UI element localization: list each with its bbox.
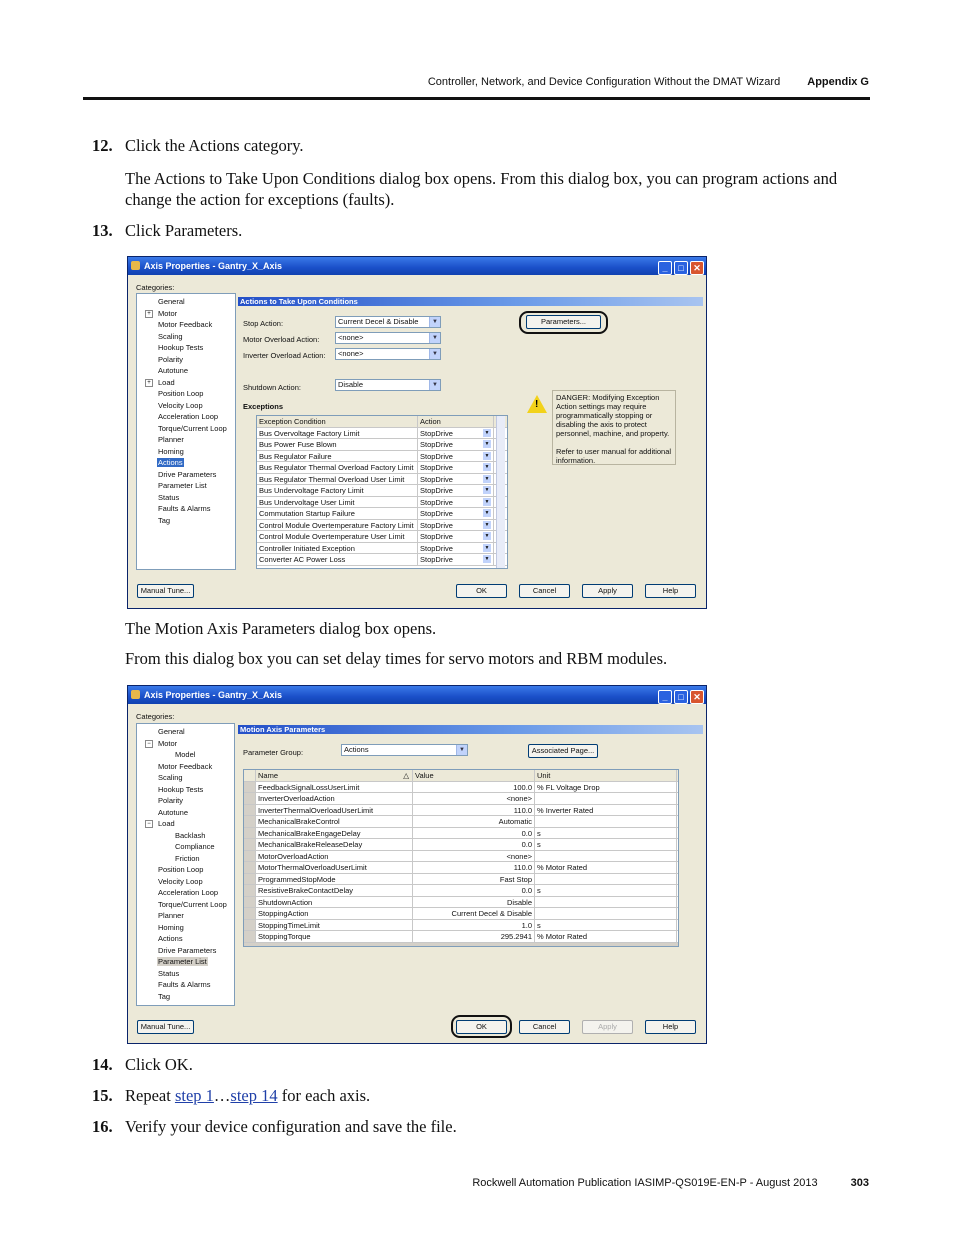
table-row[interactable] — [244, 885, 678, 897]
param-name: MechanicalBrakeReleaseDelay — [256, 839, 413, 850]
running-header — [428, 76, 869, 88]
dropdown-arrow-icon[interactable]: ▼ — [484, 429, 490, 436]
tree-item-hookup-tests[interactable]: Hookup Tests — [158, 343, 204, 352]
param-name: StoppingTorque — [256, 931, 413, 942]
dialog-titlebar[interactable] — [128, 257, 706, 275]
danger-note — [552, 390, 676, 465]
step-text-pre: Repeat — [125, 1086, 175, 1105]
action-value: StopDrive — [420, 428, 453, 438]
dropdown-arrow-icon[interactable]: ▼ — [429, 380, 440, 390]
param-unit: % Motor Rated — [535, 931, 677, 942]
associated-page-button[interactable]: Associated Page... — [528, 744, 598, 758]
table-row — [257, 439, 507, 451]
param-unit: s — [535, 920, 677, 931]
step-14 — [92, 1055, 193, 1075]
axis-properties-parameters-dialog — [127, 685, 707, 1044]
section-title: Actions to Take Upon Conditions — [238, 297, 703, 306]
tree-item-friction[interactable]: Friction — [175, 853, 200, 863]
close-icon[interactable]: ✕ — [690, 261, 704, 275]
tree-item-scaling[interactable]: Scaling — [158, 331, 183, 341]
tree-item-general[interactable]: General — [158, 727, 185, 736]
exception-action[interactable] — [418, 439, 494, 450]
step-number: 14. — [92, 1055, 113, 1074]
dropdown-arrow-icon[interactable]: ▼ — [429, 317, 440, 327]
exception-action[interactable] — [418, 451, 494, 462]
param-unit — [535, 874, 677, 885]
table-row[interactable] — [244, 816, 678, 828]
col-action[interactable]: Action — [418, 416, 494, 427]
table-row[interactable] — [244, 931, 678, 943]
param-unit: % FL Voltage Drop — [535, 782, 677, 793]
exception-condition: Commutation Startup Failure — [257, 508, 418, 519]
action-value: StopDrive — [420, 543, 453, 553]
dropdown-arrow-icon[interactable]: ▼ — [429, 333, 440, 343]
action-value: StopDrive — [420, 509, 453, 518]
tree-item-faults-alarms[interactable]: Faults & Alarms — [158, 504, 211, 513]
param-unit — [535, 851, 677, 862]
table-row — [257, 520, 507, 532]
dropdown-arrow-icon[interactable]: ▼ — [429, 349, 440, 359]
warning-triangle-icon: ! — [527, 395, 547, 413]
exception-condition: Bus Overvoltage Factory Limit — [257, 428, 418, 439]
table-row[interactable] — [244, 920, 678, 932]
manual-tune-button[interactable]: Manual Tune... — [137, 1020, 194, 1034]
param-name: FeedbackSignalLossUserLimit — [256, 782, 413, 793]
table-row[interactable] — [244, 793, 678, 805]
categories-tree — [136, 723, 235, 1006]
param-name: MechanicalBrakeEngageDelay — [256, 828, 413, 839]
param-unit — [535, 908, 677, 919]
table-row — [257, 508, 507, 520]
tree-item-parameter-list[interactable]: Parameter List — [158, 957, 207, 966]
param-value[interactable]: Disable — [413, 897, 535, 908]
dialog-titlebar[interactable] — [128, 686, 706, 704]
param-unit: s — [535, 828, 677, 839]
col-name[interactable] — [256, 770, 413, 781]
parameters-button[interactable]: Parameters... — [526, 315, 601, 329]
motor-overload-select[interactable] — [335, 332, 441, 344]
parameter-group-label: Parameter Group: — [243, 748, 304, 757]
param-name: StoppingAction — [256, 908, 413, 919]
step-text: Click OK. — [125, 1055, 193, 1074]
stop-action-value: Current Decel & Disable — [338, 317, 419, 326]
tree-item-faults-alarms[interactable]: Faults & Alarms — [158, 980, 211, 989]
tree-item-position-loop[interactable]: Position Loop — [158, 865, 204, 874]
tree-item-polarity[interactable]: Polarity — [158, 796, 184, 805]
table-row[interactable] — [244, 908, 678, 920]
vertical-scrollbar[interactable] — [496, 416, 505, 568]
exceptions-grid — [256, 415, 508, 569]
dropdown-arrow-icon[interactable]: ▼ — [484, 510, 490, 516]
dialog-title: Axis Properties - Gantry_X_Axis — [144, 690, 283, 700]
action-value: StopDrive — [420, 451, 453, 461]
tree-item-polarity[interactable]: Polarity — [158, 354, 184, 364]
table-row — [257, 451, 507, 463]
table-row[interactable] — [244, 874, 678, 886]
exception-action[interactable] — [418, 543, 494, 554]
maximize-icon[interactable]: □ — [674, 690, 688, 704]
table-row[interactable] — [244, 805, 678, 817]
grid-header — [257, 416, 507, 428]
row-header-corner — [244, 770, 256, 781]
app-icon — [131, 261, 140, 270]
step-text: Click the Actions category. — [125, 136, 304, 155]
col-exception-condition[interactable]: Exception Condition — [257, 416, 418, 427]
exception-action[interactable] — [418, 462, 494, 473]
categories-label: Categories: — [136, 712, 175, 721]
param-name: MotorOverloadAction — [256, 851, 413, 862]
dropdown-arrow-icon[interactable]: ▼ — [484, 556, 490, 562]
exception-condition: Bus Undervoltage Factory Limit — [257, 485, 418, 496]
row-header — [244, 793, 256, 804]
row-header — [244, 885, 256, 896]
exception-condition: Bus Undervoltage User Limit — [257, 497, 418, 508]
param-value[interactable]: 100.0 — [413, 782, 535, 793]
publication-info: Rockwell Automation Publication IASIMP-QS019E-EN-P - August 2013 — [472, 1177, 818, 1189]
param-unit — [535, 897, 677, 908]
tree-item-planner[interactable]: Planner — [158, 435, 184, 444]
table-row — [257, 554, 507, 566]
inverter-overload-label: Inverter Overload Action: — [243, 351, 326, 360]
step-text-mid: … — [213, 1086, 231, 1105]
tree-item-general[interactable]: General — [158, 297, 185, 306]
grid-header — [244, 770, 678, 782]
row-header — [244, 897, 256, 908]
table-row — [257, 428, 507, 440]
param-unit: s — [535, 839, 677, 850]
table-row[interactable] — [244, 839, 678, 851]
exception-condition: Converter AC Power Loss — [257, 554, 418, 565]
callout-oval — [519, 311, 608, 334]
param-unit: % Motor Rated — [535, 862, 677, 873]
inverter-overload-select[interactable] — [335, 348, 441, 360]
exception-condition: Bus Power Fuse Blown — [257, 439, 418, 450]
parameter-group-select[interactable] — [341, 744, 468, 756]
tree-item-status[interactable]: Status — [158, 492, 180, 502]
inverter-overload-value: <none> — [338, 349, 364, 358]
param-unit: s — [535, 885, 677, 896]
row-header — [244, 862, 256, 873]
param-value[interactable]: Fast Stop — [413, 874, 535, 885]
action-value: StopDrive — [420, 532, 453, 541]
collapse-icon[interactable]: − — [145, 740, 153, 748]
tree-item-load[interactable]: Load — [158, 819, 175, 828]
exception-action[interactable] — [418, 474, 494, 485]
tree-item-actions[interactable]: Actions — [158, 934, 183, 943]
param-unit: % Inverter Rated — [535, 805, 677, 816]
exception-action[interactable] — [418, 531, 494, 542]
step-13-paragraph-a: The Motion Axis Parameters dialog box opens. — [125, 619, 437, 638]
step-12-paragraph: The Actions to Take Upon Conditions dialog box opens. From this dialog box, you can program actions and change the action for exceptions (faults). — [125, 169, 838, 209]
stop-action-select[interactable] — [335, 316, 441, 328]
param-value[interactable]: <none> — [413, 793, 535, 804]
tree-item-homing[interactable]: Homing — [158, 922, 184, 932]
action-value: StopDrive — [420, 555, 453, 564]
tree-item-status[interactable]: Status — [158, 968, 180, 978]
action-value: StopDrive — [420, 440, 453, 449]
param-value[interactable]: 110.0 — [413, 862, 535, 873]
step-number: 16. — [92, 1117, 113, 1136]
exception-action[interactable] — [418, 428, 494, 439]
section-title: Motion Axis Parameters — [238, 725, 703, 734]
step-text-post: for each axis. — [277, 1086, 371, 1105]
dropdown-arrow-icon[interactable]: ▼ — [484, 533, 490, 539]
header-rule — [83, 97, 870, 100]
tree-item-position-loop[interactable]: Position Loop — [158, 389, 204, 398]
param-value[interactable]: 110.0 — [413, 805, 535, 816]
exception-action[interactable] — [418, 554, 494, 565]
tree-item-torque-current-loop[interactable]: Torque/Current Loop — [158, 899, 227, 909]
step-12 — [92, 136, 304, 156]
minimize-icon[interactable]: _ — [658, 690, 672, 704]
help-button[interactable]: Help — [645, 584, 696, 598]
action-value: StopDrive — [420, 497, 453, 507]
param-name: StoppingTimeLimit — [256, 920, 413, 931]
exception-condition: Control Module Overtemperature User Limit — [257, 531, 418, 542]
shutdown-action-value: Disable — [338, 380, 364, 389]
ok-button[interactable]: OK — [456, 584, 507, 598]
param-value[interactable]: <none> — [413, 851, 535, 862]
dropdown-arrow-icon[interactable]: ▼ — [484, 464, 490, 470]
table-row[interactable] — [244, 782, 678, 794]
param-name: InverterThermalOverloadUserLimit — [256, 805, 413, 816]
ok-button[interactable]: OK — [456, 1020, 507, 1034]
shutdown-action-select[interactable] — [335, 379, 441, 391]
exception-action[interactable] — [418, 520, 494, 531]
tree-item-motor-feedback[interactable]: Motor Feedback — [158, 761, 213, 771]
apply-button[interactable]: Apply — [582, 584, 633, 598]
table-row[interactable] — [244, 828, 678, 840]
param-name: MechanicalBrakeControl — [256, 816, 413, 827]
page-number: 303 — [850, 1177, 869, 1189]
tree-item-drive-parameters[interactable]: Drive Parameters — [158, 469, 217, 479]
tree-item-drive-parameters[interactable]: Drive Parameters — [158, 945, 217, 955]
step-16 — [92, 1117, 457, 1137]
step-1-link[interactable]: step 1 — [174, 1086, 214, 1105]
tree-item-motor[interactable]: Motor — [158, 308, 178, 318]
danger-text: DANGER: Modifying Exception Action settings may require programmatically stopping or disabling the axis to protect personnel, machine, and property. — [556, 393, 670, 438]
table-row[interactable] — [244, 862, 678, 874]
refer-text: Refer to user manual for additional information. — [556, 447, 672, 465]
exception-action[interactable] — [418, 497, 494, 508]
param-value[interactable]: 0.0 — [413, 885, 535, 896]
tree-item-compliance[interactable]: Compliance — [175, 842, 215, 851]
sort-ascending-icon: △ — [403, 771, 409, 780]
param-name: InverterOverloadAction — [256, 793, 413, 804]
stop-action-label: Stop Action: — [243, 319, 284, 328]
row-header — [244, 874, 256, 885]
app-icon — [131, 690, 140, 699]
action-value: StopDrive — [420, 486, 453, 495]
step-number: 13. — [92, 221, 113, 240]
row-header — [244, 816, 256, 827]
shutdown-action-label: Shutdown Action: — [243, 383, 301, 392]
step-15 — [92, 1086, 370, 1106]
minimize-icon[interactable]: _ — [658, 261, 672, 275]
param-value[interactable]: 1.0 — [413, 920, 535, 931]
cancel-button[interactable]: Cancel — [519, 584, 570, 598]
dropdown-arrow-icon[interactable]: ▼ — [484, 521, 490, 528]
tree-item-tag[interactable]: Tag — [158, 991, 171, 1001]
cancel-button[interactable]: Cancel — [519, 1020, 570, 1034]
param-value[interactable]: Automatic — [413, 816, 535, 827]
tree-item-scaling[interactable]: Scaling — [158, 773, 183, 782]
motor-overload-label: Motor Overload Action: — [243, 335, 320, 344]
header-appendix: Appendix G — [807, 76, 869, 88]
callout-oval — [451, 1015, 512, 1038]
row-header — [244, 908, 256, 919]
param-unit — [535, 816, 677, 827]
help-button[interactable]: Help — [645, 1020, 696, 1034]
dropdown-arrow-icon[interactable]: ▼ — [484, 544, 490, 551]
tree-item-tag[interactable]: Tag — [158, 515, 171, 525]
categories-label: Categories: — [136, 283, 175, 292]
action-value: StopDrive — [420, 463, 453, 472]
tree-item-parameter-list[interactable]: Parameter List — [158, 481, 207, 490]
row-header — [244, 828, 256, 839]
tree-item-autotune[interactable]: Autotune — [158, 366, 189, 375]
dropdown-arrow-icon[interactable]: ▼ — [484, 498, 490, 505]
param-value[interactable]: 0.0 — [413, 828, 535, 839]
apply-button[interactable]: Apply — [582, 1020, 633, 1034]
step-number: 15. — [92, 1086, 113, 1105]
table-row[interactable] — [244, 897, 678, 909]
tree-item-velocity-loop[interactable]: Velocity Loop — [158, 400, 203, 410]
row-header — [244, 931, 256, 942]
collapse-icon[interactable]: − — [145, 820, 153, 828]
dropdown-arrow-icon[interactable]: ▼ — [484, 452, 490, 459]
table-row — [257, 474, 507, 486]
param-unit — [535, 793, 677, 804]
table-row — [257, 531, 507, 543]
exception-condition: Bus Regulator Failure — [257, 451, 418, 462]
manual-tune-button[interactable]: Manual Tune... — [137, 584, 194, 598]
exception-action[interactable] — [418, 508, 494, 519]
tree-item-backlash[interactable]: Backlash — [175, 830, 206, 840]
exception-condition: Bus Regulator Thermal Overload User Limit — [257, 474, 418, 485]
tree-item-acceleration-loop[interactable]: Acceleration Loop — [158, 888, 219, 897]
step-text: Verify your device configuration and save the file. — [125, 1117, 457, 1136]
param-name: MotorThermalOverloadUserLimit — [256, 862, 413, 873]
exception-condition: Bus Regulator Thermal Overload Factory Limit — [257, 462, 418, 473]
tree-item-model[interactable]: Model — [175, 750, 196, 759]
step-13 — [92, 221, 242, 241]
row-header — [244, 839, 256, 850]
row-header — [244, 782, 256, 793]
param-value[interactable]: 295.2941 — [413, 931, 535, 942]
tree-item-planner[interactable]: Planner — [158, 911, 184, 920]
row-header — [244, 851, 256, 862]
categories-tree — [136, 293, 236, 570]
tree-item-torque-current-loop[interactable]: Torque/Current Loop — [158, 423, 227, 433]
table-row — [257, 462, 507, 474]
tree-item-homing[interactable]: Homing — [158, 446, 184, 456]
table-row — [257, 497, 507, 509]
step-number: 12. — [92, 136, 113, 155]
step-13-paragraph-b: From this dialog box you can set delay times for servo motors and RBM modules. — [125, 649, 668, 668]
tree-item-motor-feedback[interactable]: Motor Feedback — [158, 320, 213, 329]
col-unit[interactable]: Unit — [535, 770, 677, 781]
tree-item-load[interactable]: Load — [158, 377, 175, 387]
header-title: Controller, Network, and Device Configuration Without the DMAT Wizard — [427, 76, 781, 88]
col-name-label: Name — [258, 771, 279, 780]
table-row — [257, 543, 507, 555]
step-text: Click Parameters. — [125, 221, 243, 240]
action-value: StopDrive — [420, 474, 453, 484]
tree-item-autotune[interactable]: Autotune — [158, 807, 189, 817]
row-header — [244, 920, 256, 931]
exception-condition: Controller Initiated Exception — [257, 543, 418, 554]
tree-item-acceleration-loop[interactable]: Acceleration Loop — [158, 412, 219, 421]
tree-item-velocity-loop[interactable]: Velocity Loop — [158, 876, 203, 886]
dropdown-arrow-icon[interactable]: ▼ — [484, 441, 490, 447]
close-icon[interactable]: ✕ — [690, 690, 704, 704]
parameters-grid — [243, 769, 679, 947]
exceptions-label: Exceptions — [243, 402, 284, 411]
param-value[interactable]: Current Decel & Disable — [413, 908, 535, 919]
dropdown-arrow-icon[interactable]: ▼ — [484, 487, 490, 493]
step-14-link[interactable]: step 14 — [230, 1086, 278, 1105]
exception-action[interactable] — [418, 485, 494, 496]
maximize-icon[interactable]: □ — [674, 261, 688, 275]
tree-item-actions[interactable]: Actions — [158, 458, 183, 467]
param-name: ProgrammedStopMode — [256, 874, 413, 885]
col-value[interactable]: Value — [413, 770, 535, 781]
table-row — [257, 485, 507, 497]
tree-item-motor[interactable]: Motor — [158, 738, 178, 748]
tree-item-hookup-tests[interactable]: Hookup Tests — [158, 784, 204, 794]
dropdown-arrow-icon[interactable]: ▼ — [484, 475, 490, 482]
parameter-group-value: Actions — [344, 745, 369, 754]
motor-overload-value: <none> — [338, 333, 364, 342]
exception-condition: Control Module Overtemperature Factory Limit — [257, 520, 418, 531]
row-header — [244, 805, 256, 816]
dropdown-arrow-icon[interactable]: ▼ — [456, 745, 467, 755]
param-name: ResistiveBrakeContactDelay — [256, 885, 413, 896]
expand-icon[interactable]: + — [145, 310, 153, 318]
table-row[interactable] — [244, 851, 678, 863]
dialog-title: Axis Properties - Gantry_X_Axis — [144, 261, 283, 271]
expand-icon[interactable]: + — [145, 379, 153, 387]
param-value[interactable]: 0.0 — [413, 839, 535, 850]
param-name: ShutdownAction — [256, 897, 413, 908]
axis-properties-actions-dialog — [127, 256, 707, 609]
page-footer — [472, 1177, 869, 1189]
action-value: StopDrive — [420, 520, 453, 530]
